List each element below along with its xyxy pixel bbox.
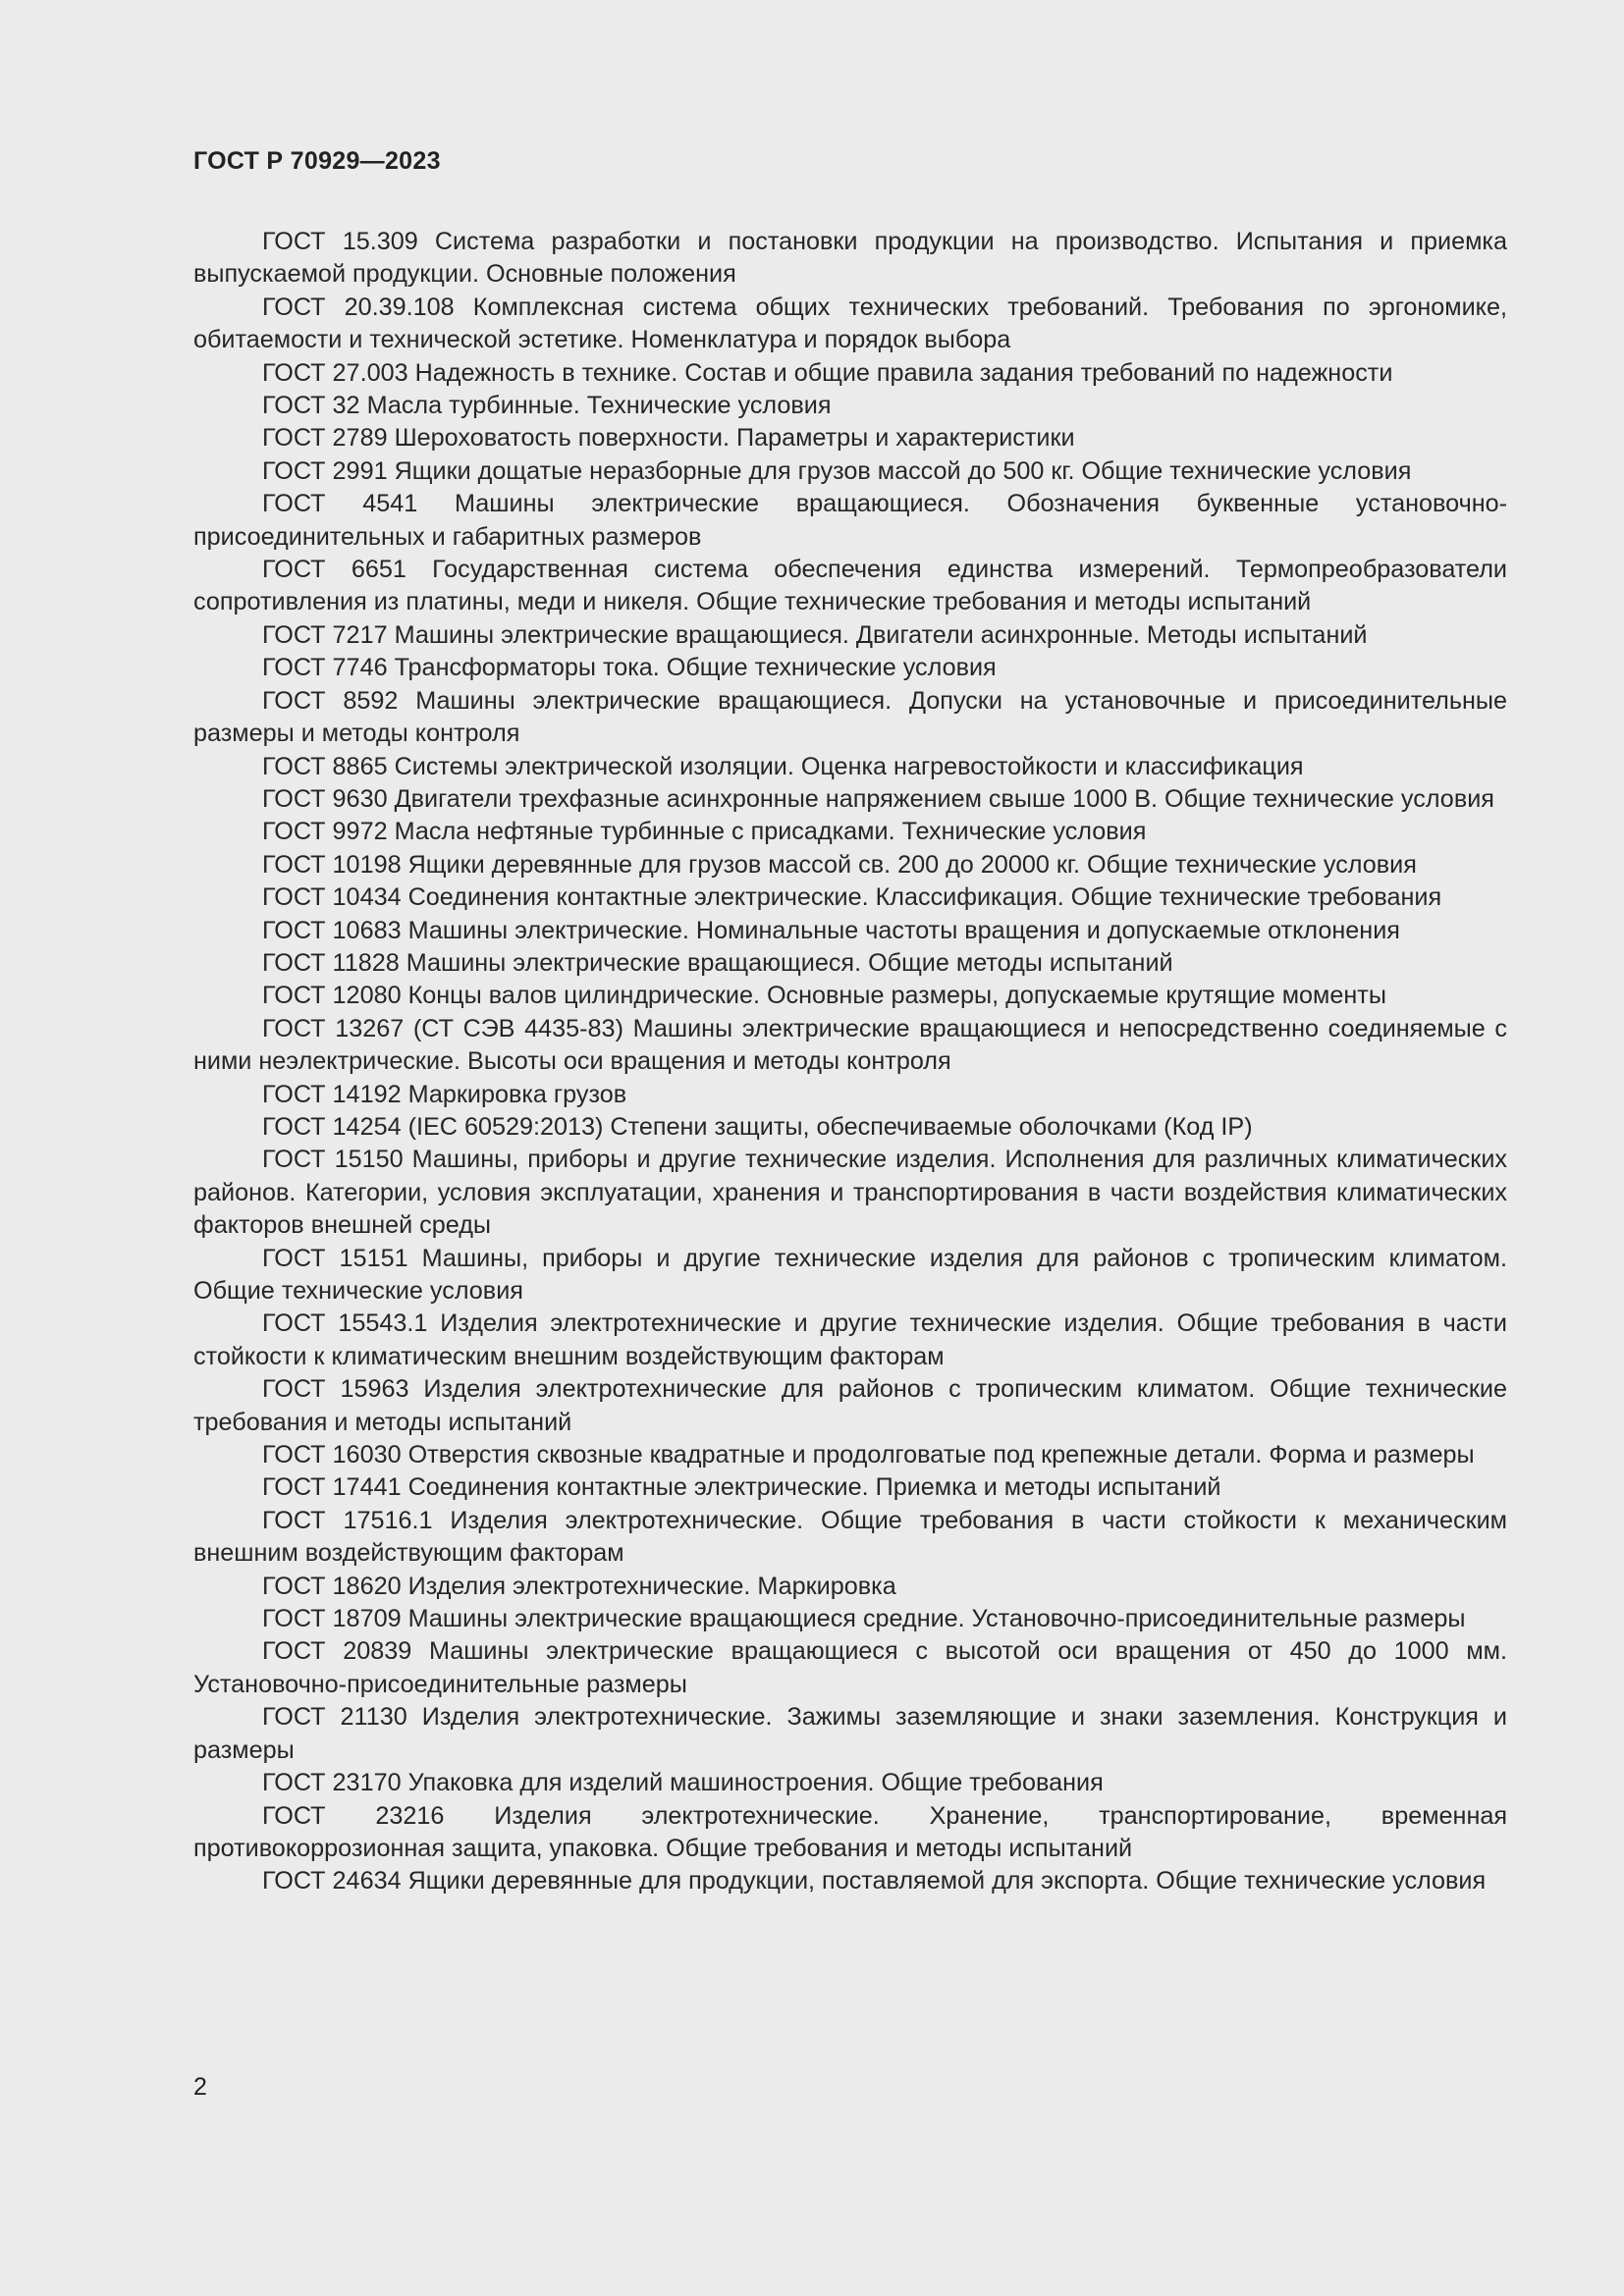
reference-item: ГОСТ 17516.1 Изделия электротехнические. Общие требования в части стойкости к механическим внешним воздействующим факторам — [193, 1506, 1507, 1568]
reference-item: ГОСТ 15.309 Система разработки и постановки продукции на производство. Испытания и приемка выпускаемой продукции. Основные положения — [193, 228, 1507, 289]
reference-item: ГОСТ 18620 Изделия электротехнические. Маркировка — [262, 1572, 896, 1600]
reference-item: ГОСТ 9630 Двигатели трехфазные асинхронные напряжением свыше 1000 В. Общие технические условия — [262, 784, 1494, 813]
reference-item: ГОСТ 2789 Шероховатость поверхности. Параметры и характеристики — [262, 424, 1075, 453]
page-number: 2 — [193, 2073, 207, 2101]
reference-item: ГОСТ 11828 Машины электрические вращающиеся. Общие методы испытаний — [262, 948, 1173, 977]
reference-item: ГОСТ 32 Масла турбинные. Технические условия — [262, 392, 832, 420]
reference-item: ГОСТ 18709 Машины электрические вращающиеся средние. Установочно-присоединительные размеры — [262, 1605, 1466, 1633]
reference-item: ГОСТ 24634 Ящики деревянные для продукции, поставляемой для экспорта. Общие технические условия — [262, 1867, 1487, 1896]
reference-item: ГОСТ 7746 Трансформаторы тока. Общие технические условия — [262, 654, 997, 682]
reference-item: ГОСТ 12080 Концы валов цилиндрические. Основные размеры, допускаемые крутящие моменты — [262, 982, 1386, 1010]
reference-item: ГОСТ 4541 Машины электрические вращающиеся. Обозначения буквенные установочно-присоединительных и габаритных размеров — [193, 490, 1507, 551]
reference-item: ГОСТ 14254 (IEC 60529:2013) Степени защиты, обеспечиваемые оболочками (Код IP) — [262, 1112, 1253, 1141]
reference-item: ГОСТ 10683 Машины электрические. Номинальные частоты вращения и допускаемые отклонения — [262, 916, 1400, 944]
reference-item: ГОСТ 2991 Ящики дощатые неразборные для грузов массой до 500 кг. Общие технические условия — [262, 456, 1412, 485]
reference-item: ГОСТ 10434 Соединения контактные электрические. Классификация. Общие технические требования — [262, 883, 1442, 912]
reference-item: ГОСТ 13267 (СТ СЭВ 4435-83) Машины электрические вращающиеся и непосредственно соединяемые с ними неэлектрические. Высоты оси вращения и методы контроля — [193, 1014, 1507, 1076]
reference-item: ГОСТ 15151 Машины, приборы и другие технические изделия для районов с тропическим климатом. Общие технические условия — [193, 1244, 1507, 1305]
normative-references-list — [193, 226, 1507, 1898]
reference-item: ГОСТ 9972 Масла нефтяные турбинные с присадками. Технические условия — [262, 818, 1147, 846]
reference-item: ГОСТ 23216 Изделия электротехнические. Хранение, транспортирование, временная противокоррозионная защита, упаковка. Общие требования и методы испытаний — [193, 1801, 1507, 1862]
reference-item: ГОСТ 8865 Системы электрической изоляции. Оценка нагревостойкости и классификация — [262, 752, 1304, 780]
reference-item: ГОСТ 16030 Отверстия сквозные квадратные и продолговатые под крепежные детали. Форма и размеры — [262, 1441, 1475, 1469]
reference-item: ГОСТ 15150 Машины, приборы и другие технические изделия. Исполнения для различных климатических районов. Категории, условия эксплуатации, хранения и транспортирования в части воздействия климатических факторов внешней среды — [193, 1146, 1507, 1240]
reference-item: ГОСТ 7217 Машины электрические вращающиеся. Двигатели асинхронные. Методы испытаний — [262, 620, 1368, 649]
reference-item: ГОСТ 14192 Маркировка грузов — [262, 1080, 627, 1108]
reference-item: ГОСТ 23170 Упаковка для изделий машиностроения. Общие требования — [262, 1769, 1104, 1797]
document-header: ГОСТ Р 70929—2023 — [193, 147, 441, 175]
reference-item: ГОСТ 20839 Машины электрические вращающиеся с высотой оси вращения от 450 до 1000 мм. Установочно-присоединительные размеры — [193, 1637, 1507, 1698]
reference-item: ГОСТ 6651 Государственная система обеспечения единства измерений. Термопреобразователи сопротивления из платины, меди и никеля. Общие технические требования и методы испытаний — [193, 556, 1507, 616]
reference-item: ГОСТ 21130 Изделия электротехнические. Зажимы заземляющие и знаки заземления. Конструкция и размеры — [193, 1703, 1507, 1764]
reference-item: ГОСТ 17441 Соединения контактные электрические. Приемка и методы испытаний — [262, 1473, 1221, 1502]
reference-item: ГОСТ 15963 Изделия электротехнические для районов с тропическим климатом. Общие технические требования и методы испытаний — [193, 1375, 1507, 1436]
reference-item: ГОСТ 15543.1 Изделия электротехнические и другие технические изделия. Общие требования в части стойкости к климатическим внешним воздействующим факторам — [193, 1309, 1507, 1370]
reference-item: ГОСТ 20.39.108 Комплексная система общих технических требований. Требования по эргономике, обитаемости и технической эстетике. Номенклатура и порядок выбора — [193, 293, 1507, 354]
reference-item: ГОСТ 8592 Машины электрические вращающиеся. Допуски на установочные и присоединительные размеры и методы контроля — [193, 686, 1507, 748]
reference-item: ГОСТ 10198 Ящики деревянные для грузов массой св. 200 до 20000 кг. Общие технические условия — [262, 850, 1417, 879]
reference-item: ГОСТ 27.003 Надежность в технике. Состав и общие правила задания требований по надежности — [262, 358, 1393, 387]
